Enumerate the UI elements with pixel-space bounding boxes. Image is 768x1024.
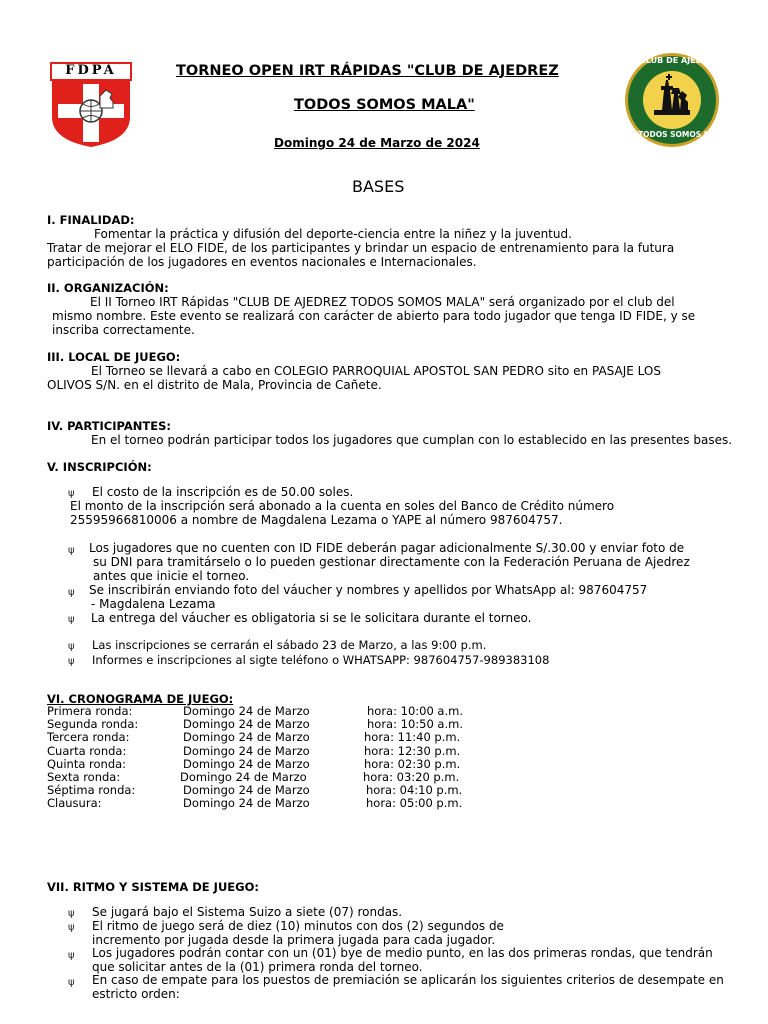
schedule-hora: hora: 03:20 p.m. (363, 769, 460, 784)
bullet-icon: ψ (68, 656, 75, 667)
table-row (47, 731, 507, 744)
section-5-line: El monto de la inscripción será abonado a la cuenta en soles del Banco de Crédito número (70, 499, 615, 513)
bullet-icon: ψ (68, 488, 75, 499)
section-5-line: La entrega del váucher es obligatoria si se le solicitara durante el torneo. (91, 611, 532, 625)
section-7-line: En caso de empate para los puestos de premiación se aplicarán los siguientes criterios de desempate en (92, 973, 724, 987)
schedule-day: Domingo 24 de Marzo (183, 743, 310, 758)
club-logo-bottom-text: TODOS SOMOS MALA (638, 130, 728, 139)
section-5-line: antes que inicie el torneo. (93, 569, 250, 583)
section-7-line: incremento por jugada desde la primera jugada para cada jugador. (92, 933, 496, 947)
schedule-round: Segunda ronda: (47, 717, 139, 732)
bullet-icon: ψ (68, 922, 75, 933)
section-5-line: su DNI para tramitárselo o lo pueden gestionar directamente con la Federación Peruana de Ajedrez (93, 555, 690, 569)
bullet-icon: ψ (68, 587, 75, 598)
schedule-day: Domingo 24 de Marzo (183, 783, 310, 798)
section-5-line: - Magdalena Lezama (91, 597, 216, 611)
schedule-day: Domingo 24 de Marzo (180, 769, 307, 784)
section-7-line: Se jugará bajo el Sistema Suizo a siete (07) rondas. (92, 905, 403, 919)
schedule-hora: hora: 10:50 a.m. (367, 717, 463, 732)
section-5-line: Los jugadores que no cuenten con ID FIDE deberán pagar adicionalmente S/.30.00 y enviar foto de (89, 541, 685, 555)
bullet-icon: ψ (68, 641, 75, 652)
schedule-round: Tercera ronda: (47, 730, 130, 745)
section-7-line: El ritmo de juego será de diez (10) minutos con dos (2) segundos de (92, 919, 504, 933)
schedule-hora: hora: 04:10 p.m. (366, 783, 463, 798)
schedule-round: Quinta ronda: (47, 756, 127, 771)
section-5-line: El costo de la inscripción es de 50.00 soles. (92, 485, 354, 499)
bullet-icon: ψ (68, 614, 75, 625)
schedule-hora: hora: 12:30 p.m. (364, 743, 461, 758)
schedule-round: Clausura: (47, 796, 102, 811)
schedule-day: Domingo 24 de Marzo (183, 730, 310, 745)
section-4-line: En el torneo podrán participar todos los jugadores que cumplan con lo establecido en las presentes bases. (91, 433, 733, 447)
schedule-day: Domingo 24 de Marzo (183, 717, 310, 732)
schedule-round: Cuarta ronda: (47, 743, 127, 758)
fdpa-logo-text: FDPA (65, 63, 117, 78)
section-2-line: mismo nombre. Este evento se realizará con carácter de abierto para todo jugador que tenga ID FIDE, y se (52, 309, 696, 323)
schedule-day: Domingo 24 de Marzo (183, 796, 310, 811)
section-5-line: Informes e inscripciones al sigte teléfono o WHATSAPP: 987604757-989383108 (92, 653, 550, 667)
section-5-line: 25595966810006 a nombre de Magdalena Lezama o YAPE al número 987604757. (70, 513, 563, 527)
section-1-line: Tratar de mejorar el ELO FIDE, de los participantes y brindar un espacio de entrenamiento para la futura (47, 241, 675, 255)
schedule-round: Sexta ronda: (47, 769, 121, 784)
schedule-hora: hora: 10:00 a.m. (367, 704, 463, 718)
bullet-icon: ψ (68, 545, 75, 556)
schedule-hora: hora: 02:30 p.m. (364, 756, 461, 771)
section-7-line: estricto orden: (92, 987, 180, 1001)
doc-title-line2: TODOS SOMOS MALA" (294, 97, 475, 113)
section-4-heading: IV. PARTICIPANTES: (47, 419, 172, 433)
schedule-hora: hora: 11:40 p.m. (364, 730, 461, 745)
bullet-icon: ψ (68, 908, 75, 919)
section-3-line: OLIVOS S/N. en el distrito de Mala, Provincia de Cañete. (47, 378, 382, 392)
section-2-line: inscriba correctamente. (52, 323, 195, 337)
section-7-line: que solicitar antes de la (01) primera ronda del torneo. (92, 960, 423, 974)
section-3-heading: III. LOCAL DE JUEGO: (47, 350, 181, 364)
section-5-line: Las inscripciones se cerrarán el sábado 23 de Marzo, a las 9:00 p.m. (92, 638, 487, 652)
section-2-heading: II. ORGANIZACIÓN: (47, 281, 169, 295)
section-6-heading: VI. CRONOGRAMA DE JUEGO: (47, 692, 234, 706)
club-logo-top-text: CLUB DE AJEDREZ (640, 56, 720, 65)
section-7-heading: VII. RITMO Y SISTEMA DE JUEGO: (47, 880, 259, 894)
section-1-heading: I. FINALIDAD: (47, 213, 135, 227)
schedule-round: Séptima ronda: (47, 783, 136, 798)
bases-title: BASES (352, 177, 405, 196)
bullet-icon: ψ (68, 950, 75, 961)
section-7-line: Los jugadores podrán contar con un (01) bye de medio punto, en las dos primeras rondas, que tendrán (92, 946, 713, 960)
doc-title-line1: TORNEO OPEN IRT RÁPIDAS "CLUB DE AJEDREZ (176, 63, 559, 79)
doc-date: Domingo 24 de Marzo de 2024 (274, 136, 480, 150)
table-row (47, 797, 507, 810)
table-row (47, 758, 507, 771)
section-5-heading: V. INSCRIPCIÓN: (47, 460, 152, 474)
section-5-line: Se inscribirán enviando foto del váucher y nombres y apellidos por WhatsApp al: 987604757 (89, 583, 648, 597)
schedule-table (47, 705, 507, 811)
table-row (47, 745, 507, 758)
schedule-round: Primera ronda: (47, 704, 133, 718)
section-2-line: El II Torneo IRT Rápidas "CLUB DE AJEDREZ TODOS SOMOS MALA" será organizado por el club del (90, 295, 675, 309)
section-3-line: El Torneo se llevará a cabo en COLEGIO PARROQUIAL APOSTOL SAN PEDRO sito en PASAJE LOS (91, 364, 661, 378)
schedule-hora: hora: 05:00 p.m. (366, 796, 463, 811)
schedule-day: Domingo 24 de Marzo (183, 704, 310, 718)
section-1-line: Fomentar la práctica y difusión del deporte-ciencia entre la niñez y la juventud. (94, 227, 572, 241)
bullet-icon: ψ (68, 977, 75, 988)
section-1-line: participación de los jugadores en eventos nacionales e Internacionales. (47, 255, 477, 269)
schedule-day: Domingo 24 de Marzo (183, 756, 310, 771)
